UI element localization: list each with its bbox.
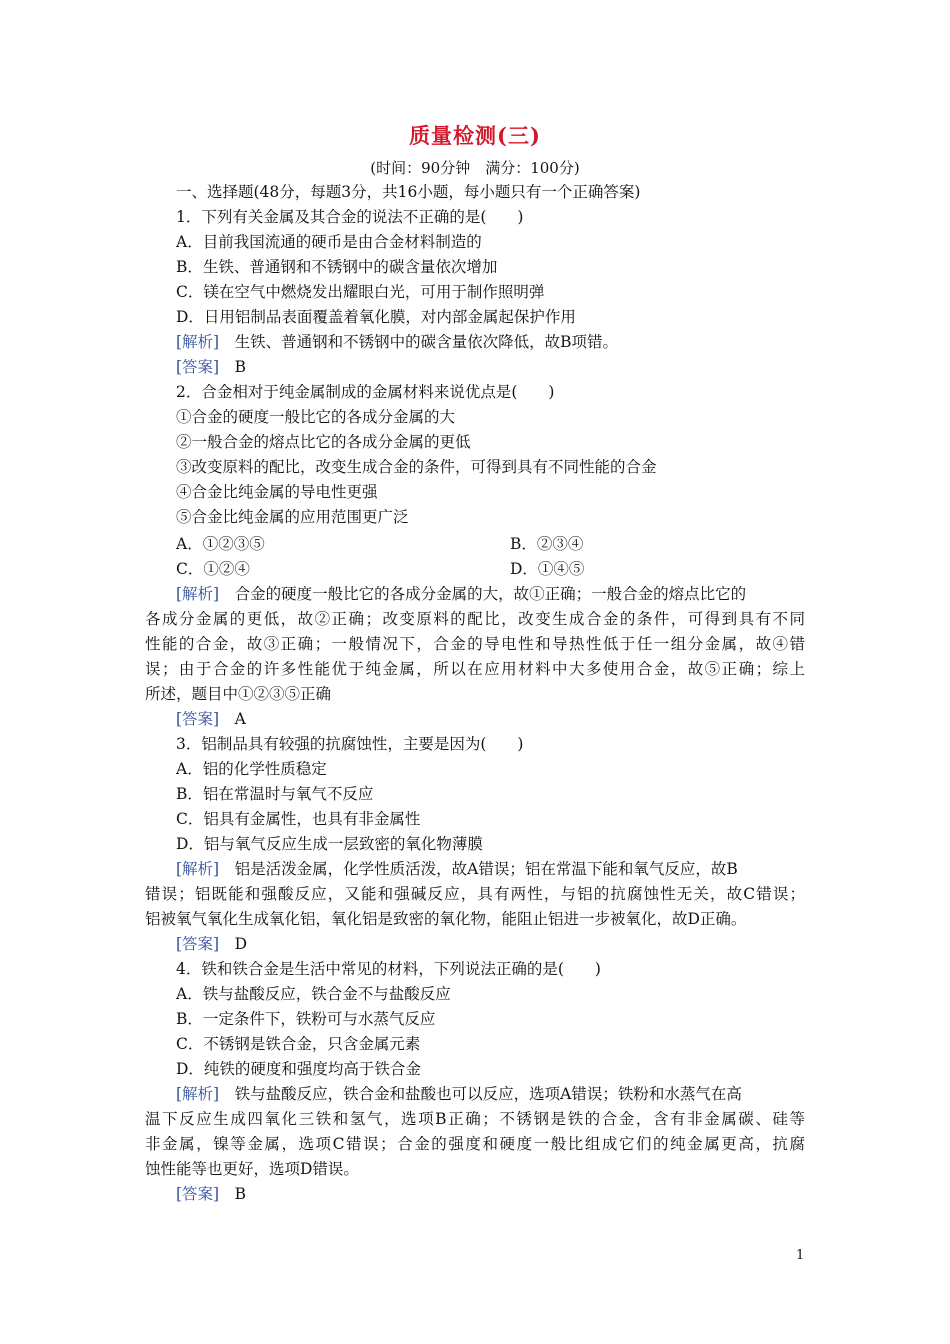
section-heading: 一、选择题(48分，每题3分，共16小题，每小题只有一个正确答案) xyxy=(176,183,641,201)
q4-option-d: D．纯铁的硬度和强度均高于铁合金 xyxy=(176,1060,421,1078)
q2-statement-5: ⑤合金比纯金属的应用范围更广泛 xyxy=(176,508,409,526)
answer-label: [答案] xyxy=(176,358,220,376)
page-title: 质量检测(三) xyxy=(409,123,541,148)
answer-label: [答案] xyxy=(176,1185,220,1203)
analysis-label: [解析] xyxy=(176,1085,220,1103)
q1-analysis xyxy=(176,330,618,355)
q2-analysis-line: 各成分金属的更低，故②正确；改变原料的配比，改变生成合金的条件，可得到具有不同 xyxy=(145,610,805,628)
q3-option-c: C．铝具有金属性，也具有非金属性 xyxy=(176,810,421,828)
q2-analysis-line: 性能的合金，故③正确；一般情况下，合金的导电性和导热性低于任一组分金属，故④错 xyxy=(145,635,805,653)
q1-stem: 1．下列有关金属及其合金的说法不正确的是( ) xyxy=(176,208,524,226)
q3-analysis-line: 铝被氧气氧化生成氧化铝，氧化铝是致密的氧化物，能阻止铝进一步被氧化，故D正确。 xyxy=(145,910,747,928)
q3-analysis-line: 错误；铝既能和强酸反应，又能和强碱反应，具有两性，与铝的抗腐蚀性无关，故C错误； xyxy=(145,885,805,903)
q2-statement-4: ④合金比纯金属的导电性更强 xyxy=(176,483,378,501)
q4-analysis-line: 非金属，镍等金属，选项C错误；合金的强度和硬度一般比组成它们的纯金属更高，抗腐 xyxy=(145,1135,805,1153)
q4-answer-value: B xyxy=(234,1185,247,1203)
q4-analysis-line: 温下反应生成四氧化三铁和氢气，选项B正确；不锈钢是铁的合金，含有非金属碳、硅等 xyxy=(145,1110,805,1128)
q1-option-a: A．目前我国流通的硬币是由合金材料制造的 xyxy=(176,233,482,251)
q2-option-b: B．②③④ xyxy=(510,535,584,553)
q3-option-b: B．铝在常温时与氧气不反应 xyxy=(176,785,374,803)
q2-option-c: C．①②④ xyxy=(176,560,250,578)
q3-answer xyxy=(176,932,247,957)
q4-analysis-text: 铁与盐酸反应，铁合金和盐酸也可以反应，选项A错误；铁粉和水蒸气在高 xyxy=(234,1085,742,1103)
q4-option-a: A．铁与盐酸反应，铁合金不与盐酸反应 xyxy=(176,985,451,1003)
q2-analysis xyxy=(176,582,746,607)
q2-answer xyxy=(176,707,246,732)
q3-option-a: A．铝的化学性质稳定 xyxy=(176,760,327,778)
q3-analysis-text: 铝是活泼金属，化学性质活泼，故A错误；铝在常温下能和氧气反应，故B xyxy=(234,860,738,878)
q4-analysis-line: 蚀性能等也更好，选项D错误。 xyxy=(145,1160,359,1178)
q2-stem: 2．合金相对于纯金属制成的金属材料来说优点是( ) xyxy=(176,383,555,401)
analysis-label: [解析] xyxy=(176,860,220,878)
analysis-label: [解析] xyxy=(176,333,220,351)
q3-answer-value: D xyxy=(234,935,248,953)
q4-option-b: B．一定条件下，铁粉可与水蒸气反应 xyxy=(176,1010,436,1028)
q1-option-d: D．日用铝制品表面覆盖着氧化膜，对内部金属起保护作用 xyxy=(176,308,576,326)
answer-label: [答案] xyxy=(176,935,220,953)
answer-label: [答案] xyxy=(176,710,220,728)
q1-option-b: B．生铁、普通钢和不锈钢中的碳含量依次增加 xyxy=(176,258,498,276)
q2-analysis-line: 误；由于合金的许多性能优于纯金属，所以在应用材料中大多使用合金，故⑤正确；综上 xyxy=(145,660,805,678)
q1-option-c: C．镁在空气中燃烧发出耀眼白光，可用于制作照明弹 xyxy=(176,283,545,301)
q3-analysis xyxy=(176,857,738,882)
q1-analysis-text: 生铁、普通钢和不锈钢中的碳含量依次降低，故B项错。 xyxy=(234,333,619,351)
q2-analysis-line: 所述，题目中①②③⑤正确 xyxy=(145,685,332,703)
q2-option-d: D．①④⑤ xyxy=(510,560,585,578)
q2-option-a: A．①②③⑤ xyxy=(176,535,265,553)
q4-answer xyxy=(176,1182,246,1207)
q2-analysis-text: 合金的硬度一般比它的各成分金属的大，故①正确；一般合金的熔点比它的 xyxy=(234,585,747,603)
q3-stem: 3．铝制品具有较强的抗腐蚀性，主要是因为( ) xyxy=(176,735,524,753)
q1-answer-value: B xyxy=(234,358,247,376)
q4-option-c: C．不锈钢是铁合金，只含金属元素 xyxy=(176,1035,421,1053)
q4-analysis xyxy=(176,1082,742,1107)
q4-stem: 4．铁和铁合金是生活中常见的材料，下列说法正确的是( ) xyxy=(176,960,601,978)
q2-statement-1: ①合金的硬度一般比它的各成分金属的大 xyxy=(176,408,456,426)
analysis-label: [解析] xyxy=(176,585,220,603)
page-number: 1 xyxy=(796,1248,805,1263)
exam-info: (时间：90分钟 满分：100分) xyxy=(370,159,580,177)
q2-statement-3: ③改变原料的配比，改变生成合金的条件，可得到具有不同性能的合金 xyxy=(176,458,657,476)
q1-answer xyxy=(176,355,246,380)
q2-answer-value: A xyxy=(234,710,246,728)
q2-statement-2: ②一般合金的熔点比它的各成分金属的更低 xyxy=(176,433,471,451)
q3-option-d: D．铝与氧气反应生成一层致密的氧化物薄膜 xyxy=(176,835,483,853)
